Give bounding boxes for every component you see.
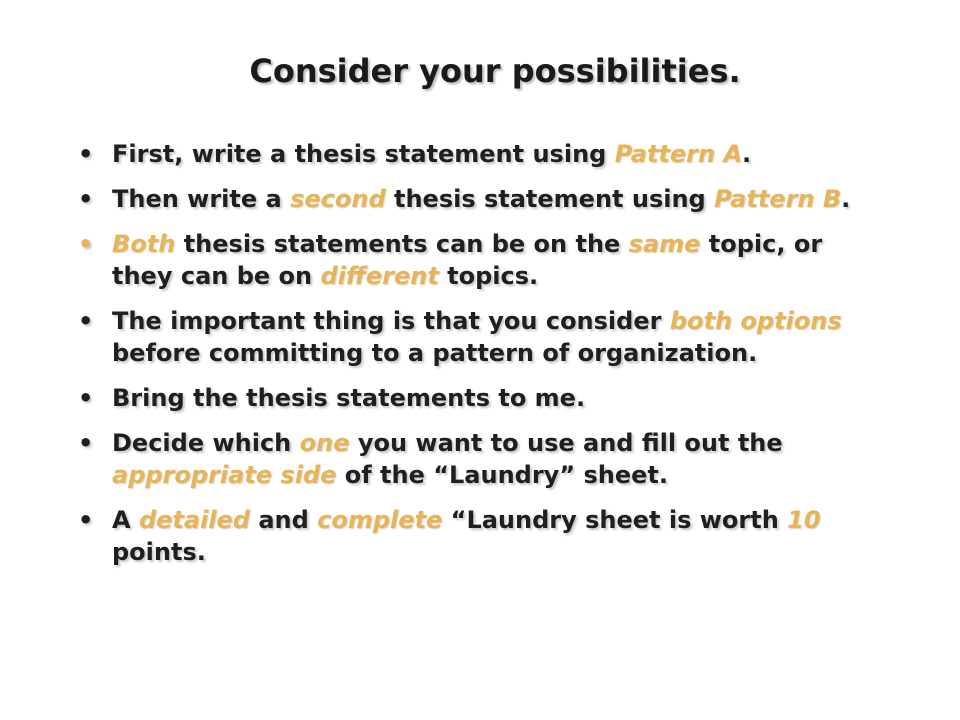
highlighted-text: Pattern A — [614, 140, 743, 168]
bullet-text: points. — [112, 538, 206, 566]
bullet-text: topics. — [438, 262, 539, 290]
bullet-text: “Laundry sheet is worth — [442, 506, 788, 534]
bullet-text: before committing to a pattern of organization. — [112, 339, 758, 367]
bullet-item — [78, 183, 878, 215]
bullet-dot-icon: • — [78, 230, 94, 258]
bullet-text: of the “Laundry” sheet. — [336, 461, 668, 489]
bullet-text: thesis statement using — [385, 185, 715, 213]
bullet-text: Bring the thesis statements to me. — [112, 384, 586, 412]
bullet-text: you want to use and fill out the — [349, 429, 783, 457]
highlighted-text: same — [628, 230, 701, 258]
bullet-text: The important thing is that you consider — [112, 307, 670, 335]
bullet-dot-icon: • — [78, 307, 94, 335]
slide-title: Consider your possibilities. — [249, 52, 741, 90]
highlighted-text: both options — [669, 307, 842, 335]
highlighted-text: one — [299, 429, 350, 457]
highlighted-text: appropriate side — [112, 461, 337, 489]
highlighted-text: Both — [112, 230, 176, 258]
bullet-dot-icon: • — [78, 140, 94, 168]
highlighted-text: different — [320, 262, 439, 290]
bullet-item — [78, 427, 878, 491]
bullet-text: Then write a — [112, 185, 291, 213]
bullet-list — [78, 138, 878, 581]
bullet-dot-icon: • — [78, 429, 94, 457]
bullet-text: . — [742, 140, 752, 168]
bullet-dot-icon: • — [78, 185, 94, 213]
bullet-dot-icon: • — [78, 506, 94, 534]
highlighted-text: detailed — [138, 506, 250, 534]
bullet-text: A — [112, 506, 139, 534]
bullet-item — [78, 228, 878, 292]
bullet-item — [78, 305, 878, 369]
bullet-dot-icon: • — [78, 384, 94, 412]
highlighted-text: second — [290, 185, 386, 213]
bullet-text: First, write a thesis statement using — [112, 140, 615, 168]
bullet-item — [78, 138, 878, 170]
highlighted-text: complete — [317, 506, 443, 534]
bullet-text: . — [841, 185, 851, 213]
bullet-text: Decide which — [112, 429, 300, 457]
bullet-text: thesis statements can be on the — [175, 230, 629, 258]
bullet-text: topic, or they can be on — [112, 230, 823, 290]
bullet-item — [78, 382, 878, 414]
bullet-text: and — [249, 506, 318, 534]
bullet-item — [78, 504, 878, 568]
highlighted-text: Pattern B — [714, 185, 842, 213]
highlighted-text: 10 — [787, 506, 821, 534]
